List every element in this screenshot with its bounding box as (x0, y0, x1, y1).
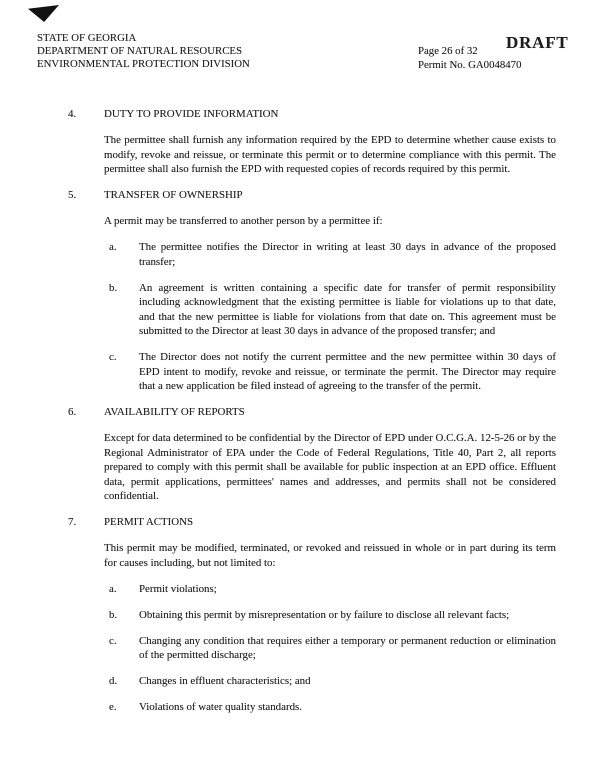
section-number: 5. (68, 189, 77, 201)
list-item-letter: a. (109, 241, 117, 253)
page-number-label: Page 26 of 32 (418, 45, 478, 57)
section-paragraph: Except for data determined to be confidential by the Director of EPD under O.C.G.A. 12-5-26 or by the Regional Administrator of EPA under the Code of Federal Regulations, Title 40, Part 2, all reports prepared to comply with this permit shall be available for public inspection at an EPD office. Effluent data, permit applications, permittees' names and addresses, and permits shall not be considered confidential. (104, 432, 556, 502)
list-item-letter: a. (109, 582, 117, 595)
document-section (0, 188, 600, 394)
agency-line-state: STATE OF GEORGIA (37, 32, 137, 44)
list-item-text: Changing any condition that requires either a temporary or permanent reduction or elimination of the permitted discharge; (139, 634, 556, 661)
section-paragraph: A permit may be transferred to another person by a permittee if: (104, 215, 383, 227)
list-item-text: The Director does not notify the current permittee and the new permittee within 30 days of EPD intent to modify, revoke and reissue, or terminate the permit. The Director may require that a new application be filed instead of agreeing to the transfer of the permit. (139, 351, 556, 392)
list-item-text: Obtaining this permit by misrepresentation or by failure to disclose all relevant facts; (139, 608, 510, 621)
list-item (109, 240, 556, 269)
section-title: DUTY TO PROVIDE INFORMATION (104, 108, 279, 120)
document-section (0, 405, 600, 504)
section-heading (68, 188, 556, 203)
list-item-letter: b. (109, 281, 118, 294)
list-item (109, 674, 556, 689)
list-item-letter: b. (109, 608, 118, 621)
document-section (0, 515, 600, 715)
section-title: TRANSFER OF OWNERSHIP (104, 189, 243, 201)
section-heading (68, 405, 556, 420)
section-title: PERMIT ACTIONS (104, 516, 194, 528)
section-number: 4. (68, 108, 77, 120)
list-item (109, 700, 556, 715)
agency-header (37, 32, 250, 72)
permit-number-label: Permit No. GA0048470 (418, 59, 522, 71)
list-item-text: Violations of water quality standards. (139, 701, 302, 713)
section-number: 7. (68, 516, 77, 528)
scan-corner-artifact (28, 5, 59, 22)
section-heading (68, 107, 556, 122)
document-body (0, 107, 600, 726)
list-item-text: Changes in effluent characteristics; and (139, 675, 311, 687)
agency-line-division: ENVIRONMENTAL PROTECTION DIVISION (37, 58, 250, 71)
section-number: 6. (68, 406, 77, 418)
page-info (418, 44, 521, 72)
list-item-text: An agreement is written containing a specific date for transfer of permit responsibility including acknowledgment that the existing permittee is liable for violations up to that date, and that the new permittee is liable for violations from that date on. This agreement must be submitted to the Director at least 30 days in advance of the proposed transfer; and (139, 281, 556, 337)
list-item-letter: d. (109, 675, 118, 687)
list-item (109, 608, 556, 623)
list-item (109, 582, 556, 597)
document-section (0, 107, 600, 177)
list-item-letter: c. (109, 351, 117, 363)
list-item (109, 281, 556, 339)
list-item-text: The permittee notifies the Director in writing at least 30 days in advance of the proposed transfer; (139, 241, 556, 268)
list-item-letter: c. (109, 634, 117, 647)
section-heading (68, 515, 556, 530)
agency-line-department: DEPARTMENT OF NATURAL RESOURCES (37, 45, 243, 58)
section-title: AVAILABILITY OF REPORTS (104, 406, 245, 418)
draft-watermark: DRAFT (506, 33, 569, 52)
list-item-letter: e. (109, 701, 117, 713)
list-item (109, 350, 556, 394)
section-paragraph: This permit may be modified, terminated, or revoked and reissued in whole or in part during its term for causes including, but not limited to: (104, 542, 556, 569)
list-item (109, 634, 556, 663)
section-paragraph: The permittee shall furnish any information required by the EPD to determine whether cause exists to modify, revoke and reissue, or terminate this permit or to determine compliance with this permit. The permittee shall also furnish the EPD with requested copies of records required by this permit. (104, 134, 556, 175)
list-item-text: Permit violations; (139, 582, 217, 595)
